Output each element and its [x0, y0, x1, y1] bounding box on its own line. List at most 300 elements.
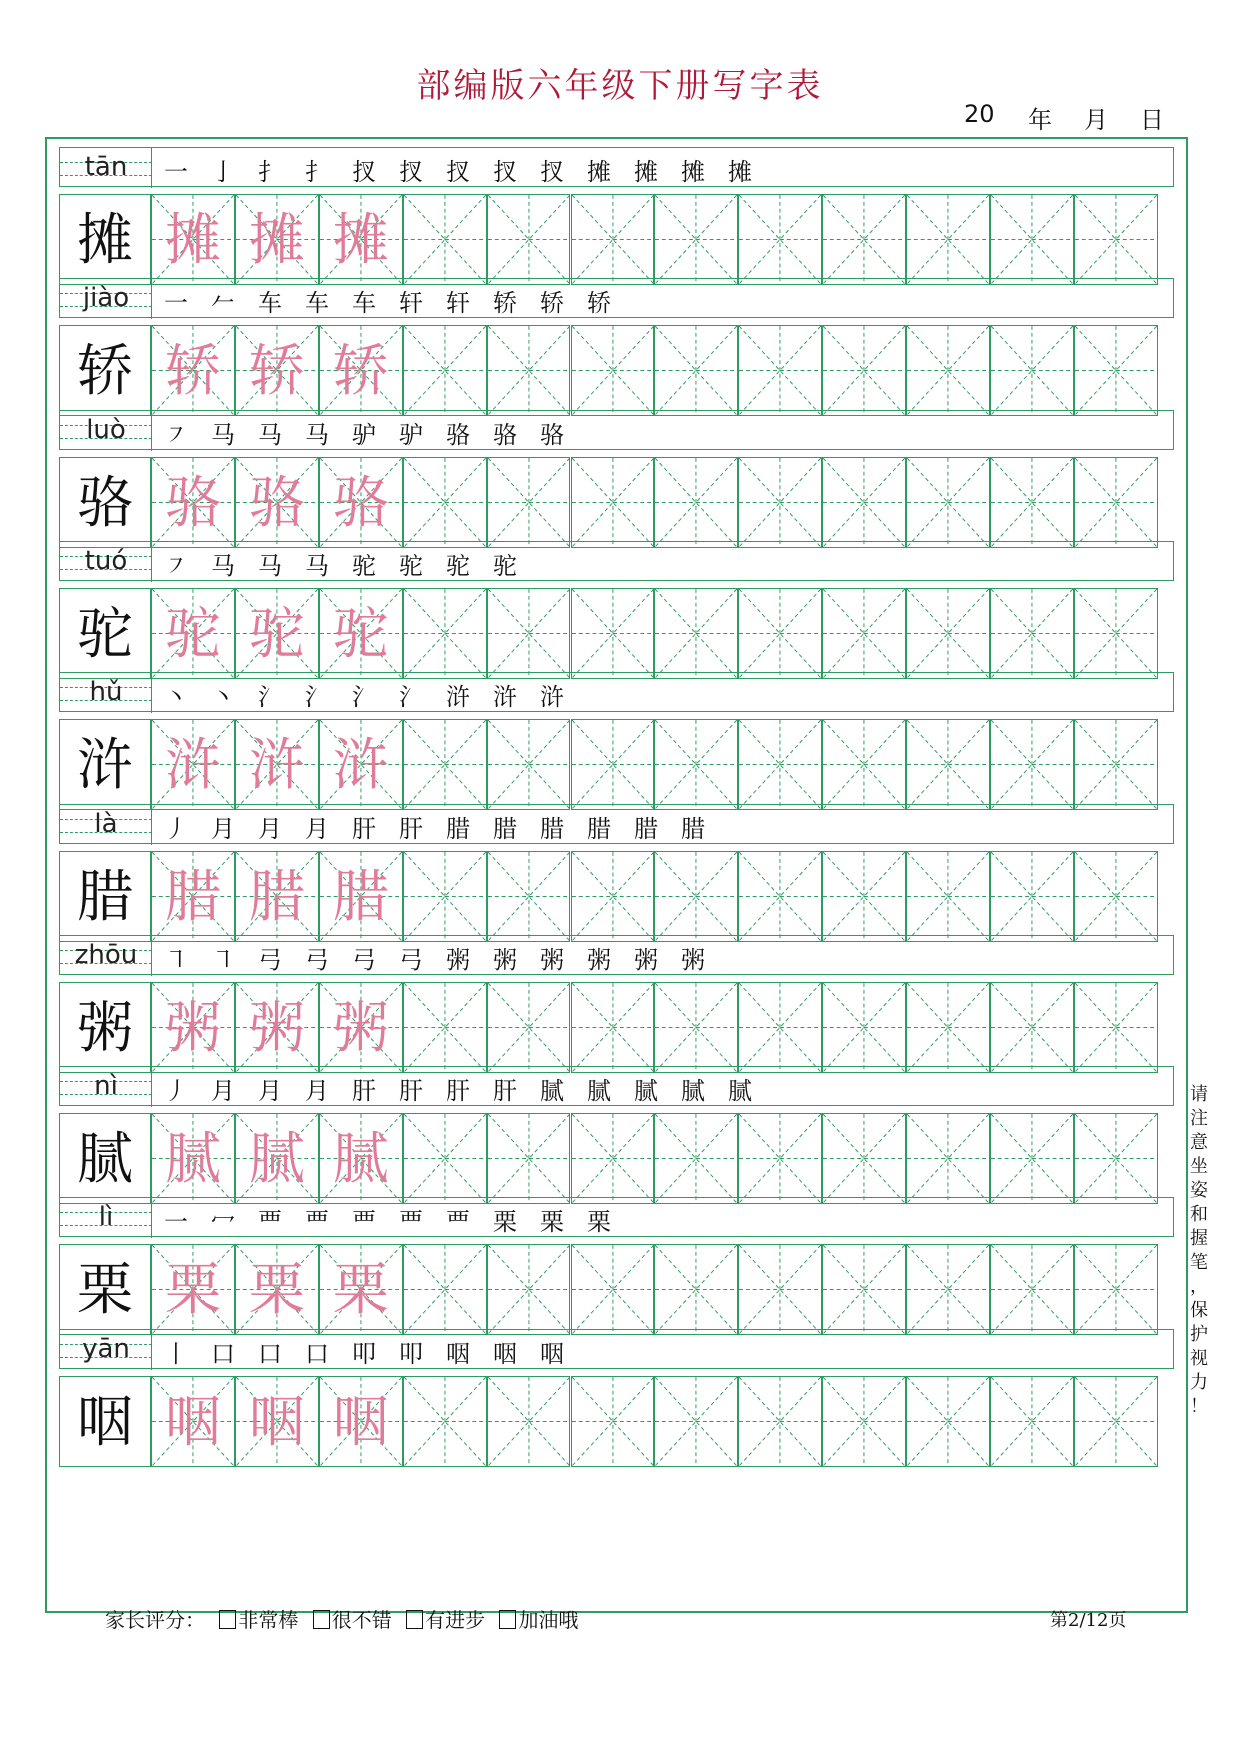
practice-cell[interactable]: [654, 325, 738, 416]
practice-cell[interactable]: [654, 1244, 738, 1335]
practice-cell[interactable]: [654, 1113, 738, 1204]
trace-cell: [235, 1244, 319, 1335]
stroke-order: [164, 677, 587, 712]
practice-cell[interactable]: [990, 851, 1074, 942]
stroke-step: 弓: [258, 945, 282, 974]
practice-cell[interactable]: [990, 325, 1074, 416]
char-row: [59, 410, 1174, 548]
practice-cell[interactable]: [906, 194, 990, 285]
practice-cell[interactable]: [990, 1113, 1074, 1204]
practice-cell[interactable]: [487, 851, 571, 942]
trace-cell: [235, 1376, 319, 1467]
practice-cell[interactable]: [1074, 982, 1158, 1073]
stroke-order: [164, 809, 728, 841]
stroke-step: 扌: [258, 158, 282, 186]
practice-cell[interactable]: [906, 719, 990, 810]
stroke-step: 腊: [493, 814, 517, 843]
practice-cell[interactable]: [822, 325, 906, 416]
practice-cell[interactable]: [738, 982, 822, 1073]
practice-cell[interactable]: [822, 1113, 906, 1204]
stroke-step: 腊: [681, 814, 705, 843]
tian-grid-guides: [991, 326, 1073, 415]
stroke-step: 摊: [681, 158, 705, 186]
stroke-step: 扠: [352, 158, 376, 186]
pinyin-strip: [59, 147, 1174, 187]
stroke-step: 月: [305, 1077, 329, 1106]
practice-cell[interactable]: [738, 194, 822, 285]
practice-cell[interactable]: [906, 1244, 990, 1335]
practice-cell[interactable]: [571, 982, 655, 1073]
practice-cell[interactable]: [654, 588, 738, 679]
practice-cell[interactable]: [654, 982, 738, 1073]
stroke-step: 覀: [399, 1208, 423, 1237]
stroke-step: 摊: [587, 158, 611, 186]
stroke-step: ㇕: [164, 945, 188, 974]
tian-grid-guides: [655, 720, 737, 809]
stroke-step: 弓: [305, 945, 329, 974]
tian-grid-guides: [572, 326, 654, 415]
tian-grid-guides: [991, 852, 1073, 941]
tian-grid-guides: [572, 1245, 654, 1334]
stroke-order: [164, 152, 775, 184]
stroke-step: 弓: [399, 945, 423, 974]
tian-grid-guides: [991, 458, 1073, 547]
practice-grid: [59, 457, 1174, 548]
practice-cell[interactable]: [906, 1376, 990, 1467]
practice-cell[interactable]: [571, 457, 655, 548]
practice-cell[interactable]: [403, 194, 487, 285]
stroke-step: 冖: [211, 1208, 235, 1237]
tian-grid-guides: [739, 983, 821, 1072]
side-note-char: 注: [1190, 1108, 1208, 1129]
stroke-step: 覀: [446, 1208, 470, 1237]
practice-grid: [59, 719, 1174, 810]
practice-cell[interactable]: [990, 588, 1074, 679]
trace-cell: [151, 1376, 235, 1467]
trace-char: 骆: [248, 470, 305, 536]
practice-cell[interactable]: [1074, 1376, 1158, 1467]
stroke-step: 丶: [164, 683, 188, 712]
tian-grid-guides: [404, 1114, 486, 1203]
stroke-step: ㇇: [164, 551, 188, 580]
practice-cell[interactable]: [990, 982, 1074, 1073]
stroke-step: 粥: [587, 945, 611, 974]
practice-cell[interactable]: [1074, 325, 1158, 416]
pinyin-label: tuó: [84, 545, 128, 576]
pinyin-label: lì: [98, 1202, 114, 1233]
practice-cell[interactable]: [403, 1244, 487, 1335]
stroke-step: 腻: [587, 1077, 611, 1106]
practice-cell[interactable]: [990, 1376, 1074, 1467]
practice-cell[interactable]: [571, 325, 655, 416]
tian-grid-guides: [655, 983, 737, 1072]
practice-cell[interactable]: [571, 194, 655, 285]
tian-grid-guides: [739, 1245, 821, 1334]
practice-cell[interactable]: [571, 588, 655, 679]
side-note-char: 请: [1190, 1084, 1208, 1105]
model-char: 腻: [77, 1127, 133, 1193]
tian-grid-guides: [991, 720, 1073, 809]
trace-char: 轿: [164, 339, 221, 405]
practice-cell[interactable]: [738, 1244, 822, 1335]
tian-grid-guides: [991, 1245, 1073, 1334]
checkbox[interactable]: [219, 1610, 236, 1629]
practice-cell[interactable]: [990, 194, 1074, 285]
practice-cell[interactable]: [1074, 588, 1158, 679]
practice-cell[interactable]: [654, 851, 738, 942]
trace-cell: [235, 194, 319, 285]
tian-grid-guides: [404, 983, 486, 1072]
practice-cell[interactable]: [654, 457, 738, 548]
trace-cell: [235, 1113, 319, 1204]
checkbox[interactable]: [406, 1610, 423, 1629]
tian-grid-guides: [404, 326, 486, 415]
tian-grid-guides: [404, 195, 486, 284]
tian-grid-guides: [907, 1245, 989, 1334]
trace-char: 骆: [164, 470, 221, 536]
trace-char: 摊: [248, 208, 305, 273]
stroke-order: [164, 1202, 634, 1237]
trace-cell: [319, 194, 403, 285]
stroke-order: [164, 1071, 775, 1106]
trace-char: 驼: [332, 601, 389, 667]
stroke-step: ㇇: [164, 420, 188, 449]
char-row: [59, 672, 1174, 810]
trace-cell: [319, 982, 403, 1073]
tian-grid-guides: [655, 1377, 737, 1466]
stroke-step: 氵: [305, 683, 329, 712]
stroke-order: [164, 546, 540, 578]
trace-char: 轿: [332, 339, 389, 405]
pinyin-strip: [59, 1329, 1174, 1369]
practice-grid: [59, 194, 1174, 285]
tian-grid-guides: [739, 195, 821, 284]
practice-cell[interactable]: [403, 457, 487, 548]
tian-grid-guides: [488, 326, 570, 415]
practice-cell[interactable]: [738, 325, 822, 416]
rating-label: 家长评分：: [105, 1608, 205, 1632]
stroke-step: 一: [164, 1208, 188, 1237]
tian-grid-guides: [907, 1114, 989, 1203]
stroke-step: 𠂉: [211, 289, 235, 318]
practice-cell[interactable]: [403, 719, 487, 810]
stroke-step: 摊: [634, 158, 658, 186]
practice-cell[interactable]: [822, 851, 906, 942]
trace-char: 栗: [332, 1258, 389, 1324]
stroke-step: 肝: [352, 814, 376, 843]
practice-cell[interactable]: [1074, 1244, 1158, 1335]
pinyin-strip: [59, 1066, 1174, 1106]
practice-cell[interactable]: [654, 1376, 738, 1467]
practice-cell[interactable]: [1074, 719, 1158, 810]
trace-char: 摊: [332, 208, 389, 273]
stroke-step: 丨: [164, 1339, 188, 1368]
stroke-step: 月: [305, 814, 329, 843]
practice-cell[interactable]: [403, 325, 487, 416]
practice-grid: [59, 588, 1174, 679]
trace-char: 浒: [248, 733, 305, 799]
stroke-order: [164, 940, 728, 972]
practice-grid: [59, 1113, 1174, 1204]
rating-option-good[interactable]: 很不错: [313, 1608, 392, 1632]
trace-char: 浒: [332, 733, 389, 799]
pinyin-label: luò: [86, 414, 126, 445]
stroke-step: 轿: [587, 289, 611, 318]
practice-cell[interactable]: [487, 1244, 571, 1335]
stroke-step: 肝: [352, 1077, 376, 1106]
side-note-char: 保: [1190, 1300, 1208, 1321]
trace-cell: [235, 851, 319, 942]
date-year-label: 年: [1028, 106, 1052, 134]
practice-cell[interactable]: [738, 851, 822, 942]
trace-cell: [151, 982, 235, 1073]
stroke-step: 栗: [587, 1208, 611, 1237]
practice-cell[interactable]: [738, 457, 822, 548]
parent-rating: [105, 1604, 578, 1633]
trace-char: 腻: [164, 1127, 221, 1193]
pinyin-strip: [59, 410, 1174, 450]
trace-char: 粥: [332, 995, 389, 1061]
practice-cell[interactable]: [990, 1244, 1074, 1335]
tian-grid-guides: [739, 458, 821, 547]
side-note-char: 握: [1190, 1228, 1208, 1249]
practice-cell[interactable]: [990, 457, 1074, 548]
trace-cell: [151, 1244, 235, 1335]
tian-grid-guides: [991, 195, 1073, 284]
stroke-step: 覀: [352, 1208, 376, 1237]
stroke-step: ㇕: [211, 945, 235, 974]
practice-cell[interactable]: [822, 457, 906, 548]
practice-cell[interactable]: [822, 194, 906, 285]
char-row: [59, 935, 1174, 1073]
practice-cell[interactable]: [906, 457, 990, 548]
stroke-step: 覀: [305, 1208, 329, 1237]
practice-cell[interactable]: [1074, 1113, 1158, 1204]
practice-cell[interactable]: [487, 1113, 571, 1204]
trace-char: 轿: [248, 339, 305, 405]
stroke-step: 咽: [540, 1339, 564, 1368]
stroke-step: 肝: [493, 1077, 517, 1106]
stroke-step: 轿: [540, 289, 564, 318]
tian-grid-guides: [907, 458, 989, 547]
tian-grid-guides: [907, 852, 989, 941]
trace-char: 骆: [332, 470, 389, 536]
practice-grid: [59, 1376, 1174, 1467]
stroke-step: 丿: [164, 1077, 188, 1106]
trace-cell: [151, 1113, 235, 1204]
practice-cell[interactable]: [906, 325, 990, 416]
trace-char: 浒: [164, 733, 221, 799]
stroke-step: 马: [258, 551, 282, 580]
stroke-step: 栗: [540, 1208, 564, 1237]
trace-char: 咽: [164, 1389, 221, 1455]
stroke-step: 覀: [258, 1208, 282, 1237]
practice-cell[interactable]: [571, 1113, 655, 1204]
practice-cell[interactable]: [906, 588, 990, 679]
tian-grid-guides: [572, 852, 654, 941]
pinyin-label: zhōu: [74, 939, 138, 970]
tian-grid-guides: [907, 326, 989, 415]
stroke-step: 一: [164, 289, 188, 318]
tian-grid-guides: [991, 1114, 1073, 1203]
practice-cell[interactable]: [906, 851, 990, 942]
trace-cell: [319, 1244, 403, 1335]
tian-grid-guides: [572, 983, 654, 1072]
practice-cell[interactable]: [403, 851, 487, 942]
practice-cell[interactable]: [738, 588, 822, 679]
practice-cell[interactable]: [738, 1376, 822, 1467]
checkbox[interactable]: [313, 1610, 330, 1629]
date-day-label: 日: [1140, 106, 1164, 134]
tian-grid-guides: [404, 720, 486, 809]
rating-option-excellent[interactable]: 非常棒: [219, 1608, 298, 1632]
practice-cell[interactable]: [822, 1244, 906, 1335]
practice-cell[interactable]: [654, 719, 738, 810]
tian-grid-guides: [572, 720, 654, 809]
practice-cell[interactable]: [1074, 194, 1158, 285]
practice-cell[interactable]: [571, 851, 655, 942]
tian-grid-guides: [572, 458, 654, 547]
pinyin-strip: [59, 1197, 1174, 1237]
practice-cell[interactable]: [487, 194, 571, 285]
practice-cell[interactable]: [738, 1113, 822, 1204]
tian-grid-guides: [404, 589, 486, 678]
checkbox[interactable]: [499, 1610, 516, 1629]
tian-grid-guides: [1075, 589, 1157, 678]
practice-cell[interactable]: [571, 1244, 655, 1335]
tian-grid-guides: [739, 852, 821, 941]
tian-grid-guides: [739, 1377, 821, 1466]
stroke-step: 腻: [634, 1077, 658, 1106]
tian-grid-guides: [1075, 852, 1157, 941]
pinyin-strip: [59, 278, 1174, 318]
trace-cell: [151, 851, 235, 942]
rating-option-progress[interactable]: 有进步: [406, 1608, 485, 1632]
char-row: [59, 804, 1174, 942]
stroke-step: 叩: [399, 1339, 423, 1368]
date-line: [960, 100, 1190, 134]
practice-cell[interactable]: [1074, 457, 1158, 548]
tian-grid-guides: [823, 458, 905, 547]
side-note-char: 笔: [1190, 1252, 1208, 1273]
stroke-step: 轿: [493, 289, 517, 318]
practice-cell[interactable]: [571, 1376, 655, 1467]
trace-cell: [235, 325, 319, 416]
stroke-step: 驴: [399, 420, 423, 449]
practice-cell[interactable]: [654, 194, 738, 285]
stroke-step: 扠: [493, 158, 517, 186]
model-char-cell: [59, 457, 151, 548]
stroke-order: [164, 283, 634, 318]
practice-cell[interactable]: [822, 982, 906, 1073]
model-char: 腊: [77, 864, 133, 930]
stroke-step: 腊: [446, 814, 470, 843]
trace-char: 腊: [332, 864, 389, 930]
practice-cell[interactable]: [403, 588, 487, 679]
practice-cell[interactable]: [822, 1376, 906, 1467]
side-note-char: 意: [1190, 1132, 1208, 1153]
practice-cell[interactable]: [906, 982, 990, 1073]
trace-cell: [235, 982, 319, 1073]
page-number: 第2/12页: [1050, 1610, 1127, 1631]
trace-char: 驼: [164, 601, 221, 667]
tian-grid-guides: [572, 1377, 654, 1466]
stroke-step: 浒: [446, 683, 470, 712]
model-char: 驼: [77, 601, 133, 667]
stroke-step: 浒: [540, 683, 564, 712]
practice-cell[interactable]: [487, 1376, 571, 1467]
stroke-step: 腻: [728, 1077, 752, 1106]
practice-cell[interactable]: [487, 982, 571, 1073]
stroke-step: 驼: [493, 551, 517, 580]
practice-cell[interactable]: [738, 719, 822, 810]
tian-grid-guides: [488, 458, 570, 547]
stroke-step: 口: [258, 1339, 282, 1368]
pinyin-label: nì: [94, 1071, 118, 1102]
practice-cell[interactable]: [403, 1376, 487, 1467]
writing-sheet: [45, 137, 1188, 1613]
practice-cell[interactable]: [487, 325, 571, 416]
side-reminder: [1188, 1083, 1210, 1419]
practice-cell[interactable]: [990, 719, 1074, 810]
practice-cell[interactable]: [487, 457, 571, 548]
practice-cell[interactable]: [1074, 851, 1158, 942]
stroke-step: 咽: [493, 1339, 517, 1368]
trace-cell: [319, 457, 403, 548]
practice-grid: [59, 1244, 1174, 1335]
tian-grid-guides: [655, 589, 737, 678]
practice-cell[interactable]: [487, 719, 571, 810]
model-char-cell: [59, 1113, 151, 1204]
practice-cell[interactable]: [403, 1113, 487, 1204]
stroke-step: 粥: [493, 945, 517, 974]
practice-cell[interactable]: [906, 1113, 990, 1204]
stroke-step: 骆: [493, 420, 517, 449]
tian-grid-guides: [823, 852, 905, 941]
stroke-step: 粥: [634, 945, 658, 974]
trace-char: 腊: [248, 864, 305, 930]
date-year: 20: [964, 100, 995, 128]
stroke-step: 马: [305, 420, 329, 449]
practice-cell[interactable]: [571, 719, 655, 810]
trace-cell: [319, 1113, 403, 1204]
practice-cell[interactable]: [487, 588, 571, 679]
side-note-char: 护: [1190, 1324, 1208, 1345]
stroke-order: [164, 1334, 587, 1366]
tian-grid-guides: [655, 195, 737, 284]
tian-grid-guides: [991, 983, 1073, 1072]
tian-grid-guides: [655, 1114, 737, 1203]
side-note-char: 坐: [1190, 1156, 1208, 1177]
stroke-step: 马: [305, 551, 329, 580]
practice-cell[interactable]: [822, 588, 906, 679]
practice-cell[interactable]: [822, 719, 906, 810]
tian-grid-guides: [404, 458, 486, 547]
trace-cell: [319, 1376, 403, 1467]
model-char-cell: [59, 982, 151, 1073]
trace-char: 驼: [248, 601, 305, 667]
char-row: [59, 1197, 1174, 1335]
model-char-cell: [59, 194, 151, 285]
date-month-label: 月: [1084, 106, 1108, 134]
tian-grid-guides: [907, 589, 989, 678]
tian-grid-guides: [488, 589, 570, 678]
trace-cell: [151, 457, 235, 548]
practice-cell[interactable]: [403, 982, 487, 1073]
stroke-step: 月: [258, 1077, 282, 1106]
rating-option-keep-going[interactable]: 加油哦: [499, 1608, 578, 1632]
model-char: 栗: [77, 1258, 133, 1324]
